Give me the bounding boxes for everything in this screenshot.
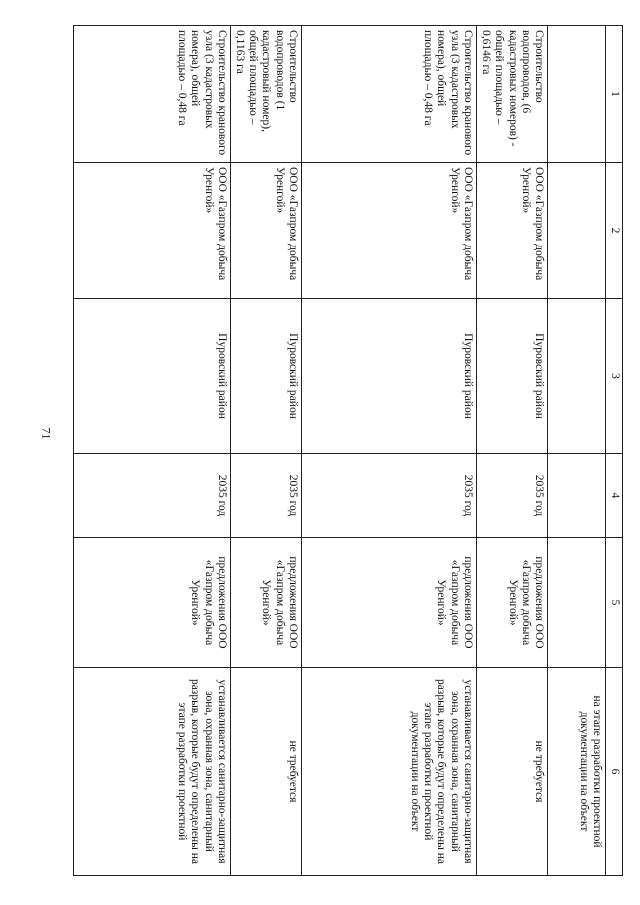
cell-location: Пуровский район (230, 299, 301, 454)
cell-zones: на этапе разработки проектной документации на объект (548, 668, 606, 876)
cell-zones: не требуется (476, 668, 547, 876)
page-number: 71 (39, 427, 54, 440)
cell-basis: предложения ООО «Газпром добыча Уренгой» (301, 538, 476, 668)
cell-location: Пуровский район (476, 299, 547, 454)
table-row (548, 26, 606, 876)
cell-zones: устанавливается санитарно-защитная зона, охранная зона, санитарный разрыв, которые будут определены на этапе разработки проектной (74, 668, 231, 876)
header-col-4: 4 (606, 454, 623, 538)
cell-owner: ООО «Газпром добыча Уренгой» (476, 163, 547, 299)
table-row (74, 26, 231, 876)
cell-owner: ООО «Газпром добыча Уренгой» (301, 163, 476, 299)
cell-basis (548, 538, 606, 668)
cell-location (548, 299, 606, 454)
cell-basis: предложения ООО «Газпром добыча Уренгой» (230, 538, 301, 668)
cell-year: 2035 год (476, 454, 547, 538)
cell-owner (548, 163, 606, 299)
table-row (476, 26, 547, 876)
cell-location: Пуровский район (301, 299, 476, 454)
table-row (230, 26, 301, 876)
header-col-3: 3 (606, 299, 623, 454)
table-row (301, 26, 476, 876)
cell-owner: ООО «Газпром добыча Уренгой» (230, 163, 301, 299)
cell-year: 2035 год (230, 454, 301, 538)
cell-object (548, 26, 606, 163)
cell-owner: ООО «Газпром добыча Уренгой» (74, 163, 231, 299)
header-col-1: 1 (606, 26, 623, 163)
cell-object: Строительство водопроводов (1 кадастровый номер), общей площадью – 0,1163 га (230, 26, 301, 163)
cell-object: Строительство кранового узла (3 кадастровых номера), общей площадью – 0,48 га (301, 26, 476, 163)
objects-table (73, 25, 623, 876)
cell-basis: предложения ООО «Газпром добыча Уренгой» (476, 538, 547, 668)
cell-zones: устанавливается санитарно-защитная зона, охранная зона, санитарный разрыв, которые будут определены на этапе разработки проектной документации на объект (301, 668, 476, 876)
cell-basis: предложения ООО «Газпром добыча Уренгой» (74, 538, 231, 668)
header-col-6: 6 (606, 668, 623, 876)
cell-year: 2035 год (301, 454, 476, 538)
cell-year: 2035 год (74, 454, 231, 538)
rotated-table-sheet (73, 25, 623, 875)
header-col-5: 5 (606, 538, 623, 668)
cell-object: Строительство кранового узла (3 кадастровых номера), общей площадью – 0,48 га (74, 26, 231, 163)
cell-location: Пуровский район (74, 299, 231, 454)
header-col-2: 2 (606, 163, 623, 299)
cell-zones: не требуется (230, 668, 301, 876)
cell-year (548, 454, 606, 538)
cell-object: Строительство водопроводов, (6 кадастровых номеров) - общей площадью – 0,6146 га (476, 26, 547, 163)
header-row (606, 26, 623, 876)
